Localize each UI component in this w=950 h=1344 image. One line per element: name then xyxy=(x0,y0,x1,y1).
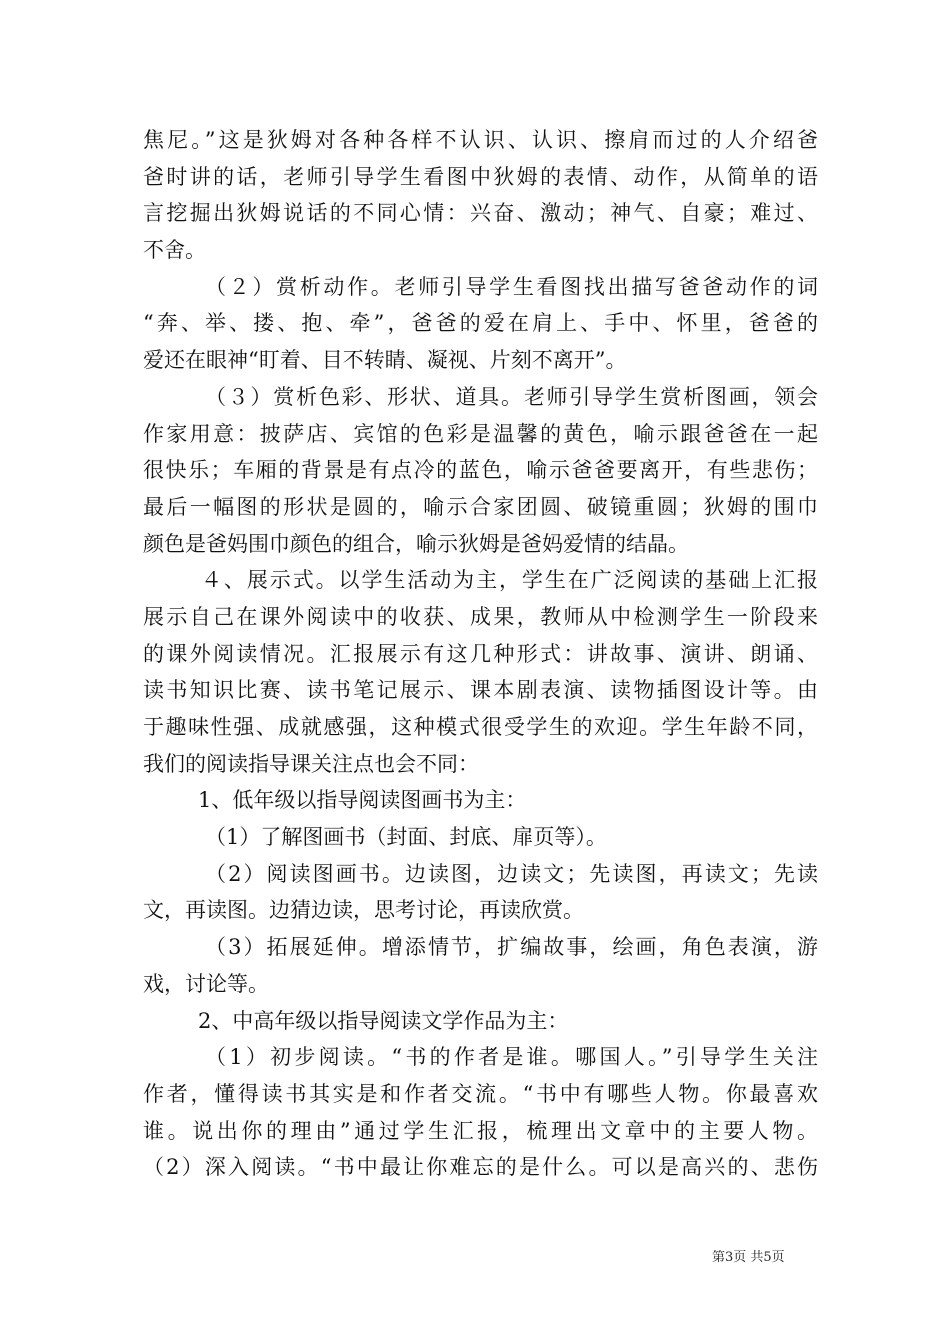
paragraph-line: 最后一幅图的形状是圆的，喻示合家团圆、破镜重圆；狄姆的围巾 xyxy=(143,494,818,519)
paragraph-line: 于趣味性强、成就感强，这种模式很受学生的欢迎。学生年龄不同， xyxy=(143,715,818,739)
paragraph-line: （３）赏析色彩、形状、道具。老师引导学生赏析图画，领会 xyxy=(205,384,818,409)
paragraph-line: （1）了解图画书（封面、封底、扉页等）。 xyxy=(205,825,607,850)
paragraph-line: 我们的阅读指导课关注点也会不同： xyxy=(143,751,479,776)
paragraph-line: （3）拓展延伸。增添情节，扩编故事，绘画，角色表演，游 xyxy=(205,935,818,960)
paragraph-line: 爸时讲的话，老师引导学生看图中狄姆的表情、动作，从简单的语 xyxy=(143,164,818,189)
paragraph-line: 作者，懂得读书其实是和作者交流。“书中有哪些人物。你最喜欢 xyxy=(143,1081,818,1106)
page-number: 第3页 共5页 xyxy=(712,1250,785,1265)
paragraph-line: 文，再读图。边猜边读，思考讨论，再读欣赏。 xyxy=(143,898,584,923)
paragraph-line: 的课外阅读情况。汇报展示有这几种形式：讲故事、演讲、朗诵、 xyxy=(143,641,818,666)
paragraph-line: 爱还在眼神“盯着、目不转睛、凝视、片刻不离开”。 xyxy=(143,348,627,373)
paragraph-line: （1）初步阅读。“书的作者是谁。哪国人。”引导学生关注 xyxy=(205,1045,818,1070)
paragraph-line: 读书知识比赛、读书笔记展示、课本剧表演、读物插图设计等。由 xyxy=(143,678,818,703)
paragraph-line: “奔、举、搂、抱、牵”，爸爸的爱在肩上、手中、怀里，爸爸的 xyxy=(143,311,818,336)
paragraph-line: ４、展示式。以学生活动为主，学生在广泛阅读的基础上汇报 xyxy=(201,568,818,593)
paragraph-line: 颜色是爸妈围巾颜色的组合，喻示狄姆是爸妈爱情的结晶。 xyxy=(143,531,689,556)
paragraph-line: 作家用意：披萨店、宾馆的色彩是温馨的黄色，喻示跟爸爸在一起 xyxy=(143,421,818,446)
paragraph-line: 展示自己在课外阅读中的收获、成果，教师从中检测学生一阶段来 xyxy=(143,604,818,629)
paragraph-line: 1、低年级以指导阅读图画书为主： xyxy=(198,788,527,813)
paragraph-line: （2）阅读图画书。边读图，边读文；先读图，再读文；先读 xyxy=(205,861,818,886)
paragraph-line: 不舍。 xyxy=(143,238,206,263)
paragraph-line: 焦尼。”这是狄姆对各种各样不认识、认识、擦肩而过的人介绍爸 xyxy=(143,128,818,152)
paragraph-line: 谁。说出你的理由”通过学生汇报，梳理出文章中的主要人物。 xyxy=(143,1118,818,1143)
document-body xyxy=(143,122,818,1186)
paragraph-line: 戏，讨论等。 xyxy=(143,971,269,996)
paragraph-line: 2、中高年级以指导阅读文学作品为主： xyxy=(198,1008,569,1033)
paragraph-line: （２）赏析动作。老师引导学生看图找出描写爸爸动作的词 xyxy=(205,274,818,299)
paragraph-line: （2）深入阅读。“书中最让你难忘的是什么。可以是高兴的、悲伤 xyxy=(143,1155,818,1180)
paragraph-line: 很快乐；车厢的背景是有点冷的蓝色，喻示爸爸要离开，有些悲伤； xyxy=(143,458,818,483)
paragraph-line: 言挖掘出狄姆说话的不同心情：兴奋、激动；神气、自豪；难过、 xyxy=(143,201,818,226)
